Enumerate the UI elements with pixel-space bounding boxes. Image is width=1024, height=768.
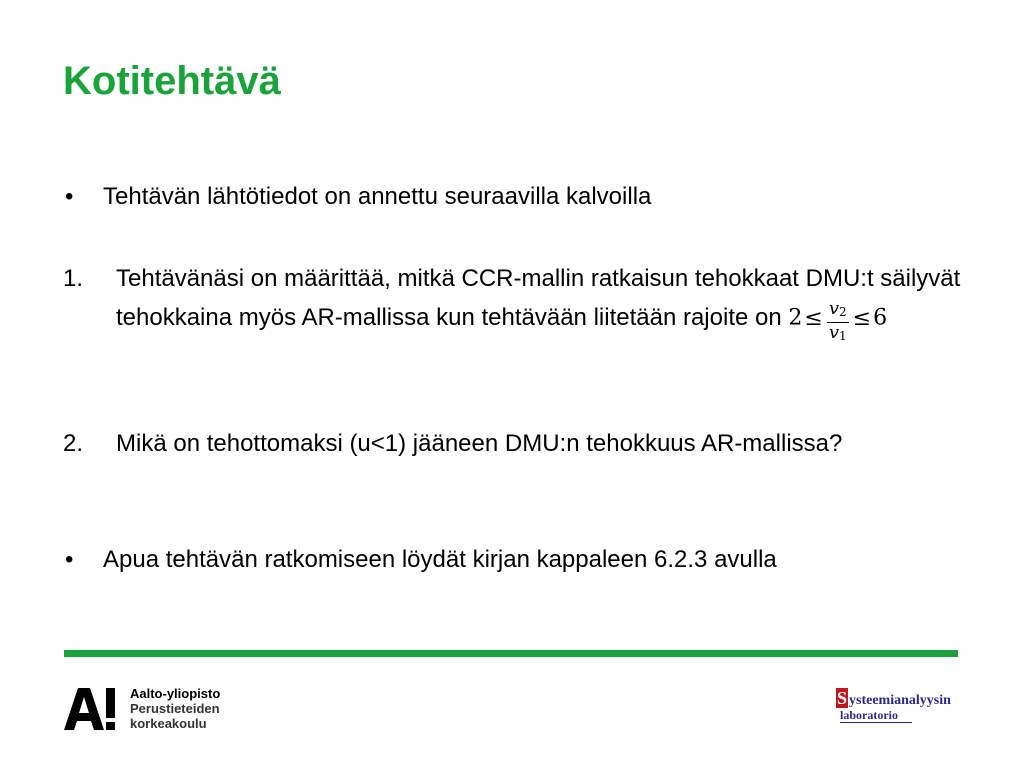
formula-fraction [827,299,849,346]
bullet-text: Apua tehtävän ratkomiseen löydät kirjan kappaleen 6.2.3 avulla [103,546,777,573]
slide-title: Kotitehtävä [63,59,281,103]
aalto-logo-mark [64,686,124,732]
formula-numerator-sub: 2 [838,305,847,319]
aalto-name: Aalto-yliopisto [130,686,221,701]
aalto-school-line1: Perustieteiden [130,701,220,716]
bullet-item [63,180,963,213]
formula-numerator-symbol: v [828,298,839,319]
formula-leq-left: ≤ [804,305,823,331]
numbered-text [116,262,963,342]
bullet-marker: • [65,183,74,210]
formula-numerator [827,299,849,323]
formula-denominator-symbol: v [828,322,839,343]
sal-logo-line2: laboratorio [840,708,912,723]
number-marker: 1. [63,265,84,292]
constraint-formula [788,295,887,342]
numbered-item [63,262,963,342]
sal-logo-line1-rest: ysteemianalyysin [849,693,951,708]
numbered-text: Mikä on tehottomaksi (u<1) jääneen DMU:n tehokkuus AR-mallissa? [116,430,843,457]
footer-divider [64,650,958,657]
formula-denominator-sub: 1 [838,329,847,343]
formula-leq-right: ≤ [852,305,872,331]
bullet-text: Tehtävän lähtötiedot on annettu seuraavilla kalvoilla [103,183,652,210]
sal-logo-initial: S [837,688,848,708]
formula-denominator [827,323,849,346]
formula-upper-bound: 6 [873,305,888,331]
bullet-marker: • [65,546,74,573]
number-marker: 2. [63,430,84,457]
numbered-text-body: Tehtävänäsi on määrittää, mitkä CCR-mallin ratkaisun tehokkaat DMU:t säilyvät tehokkaina myös AR-mallissa kun tehtävään liitetään rajoite on [116,265,961,331]
bullet-item [63,543,963,576]
aalto-school-line2: korkeakoulu [130,716,207,731]
aalto-logo-text [130,686,220,731]
numbered-item [63,427,963,460]
formula-lower-bound: 2 [788,305,803,331]
sal-logo [836,688,966,728]
